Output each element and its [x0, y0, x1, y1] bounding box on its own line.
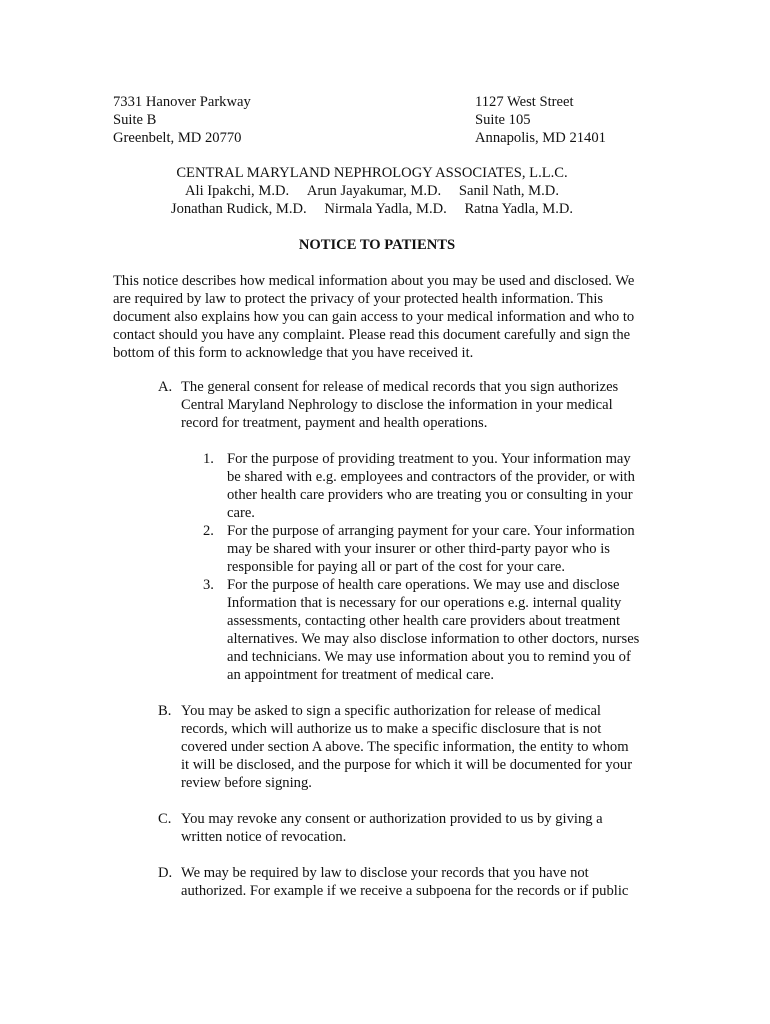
list-item [203, 522, 658, 576]
section-line: authorized. For example if we receive a subpoena for the records or if public [181, 883, 629, 899]
intro-line: contact should you have any complaint. Please read this document carefully and sign the [113, 327, 631, 343]
section-line: Central Maryland Nephrology to disclose the information in your medical [181, 397, 613, 413]
address-line: Suite 105 [475, 112, 531, 128]
item-line: alternatives. We may also disclose information to other doctors, nurses [227, 631, 640, 647]
doctors-row-1 [0, 182, 744, 200]
item-number: 3. [203, 577, 214, 593]
section-c [158, 810, 658, 846]
section-line: records, which will authorize us to make a specific disclosure that is not [181, 721, 602, 737]
notice-title: NOTICE TO PATIENTS [298, 237, 456, 253]
address-line: 1127 West Street [475, 94, 574, 110]
section-line: You may be asked to sign a specific authorization for release of medical [181, 703, 601, 719]
section-d [158, 864, 658, 900]
section-a-items [203, 450, 658, 684]
item-line: may be shared with your insurer or other third-party payor who is [227, 541, 610, 557]
section-marker: A. [158, 379, 173, 395]
address-line: Suite B [113, 112, 157, 128]
item-line: care. [227, 505, 255, 521]
item-line: responsible for paying all or part of the cost for your care. [227, 559, 565, 575]
item-line: For the purpose of health care operations. We may use and disclose [227, 577, 620, 593]
section-a [158, 378, 658, 684]
address-line: Greenbelt, MD 20770 [113, 130, 242, 146]
section-line: The general consent for release of medical records that you sign authorizes [181, 379, 619, 395]
item-number: 1. [203, 451, 214, 467]
item-line: other health care providers who are treating you or consulting in your [227, 487, 633, 503]
address-line: Annapolis, MD 21401 [475, 130, 606, 146]
section-line: written notice of revocation. [181, 829, 347, 845]
address-annapolis [475, 93, 695, 147]
doctor-name: Sanil Nath, M.D. [458, 183, 559, 199]
doctor-name: Jonathan Rudick, M.D. [170, 201, 307, 217]
doctor-name: Ali Ipakchi, M.D. [184, 183, 290, 199]
item-line: an appointment for treatment of medical care. [227, 667, 495, 683]
section-marker: D. [158, 865, 173, 881]
item-line: be shared with e.g. employees and contractors of the provider, or with [227, 469, 635, 485]
item-line: For the purpose of providing treatment to you. Your information may [227, 451, 631, 467]
intro-paragraph [113, 272, 663, 362]
section-line: You may revoke any consent or authorization provided to us by giving a [181, 811, 603, 827]
doctor-name: Ratna Yadla, M.D. [464, 201, 574, 217]
item-number: 2. [203, 523, 214, 539]
address-greenbelt [113, 93, 333, 147]
section-b [158, 702, 658, 792]
section-line: covered under section A above. The specific information, the entity to whom [181, 739, 629, 755]
section-marker: B. [158, 703, 172, 719]
doctor-name: Nirmala Yadla, M.D. [324, 201, 447, 217]
section-line: We may be required by law to disclose your records that you have not [181, 865, 589, 881]
item-line: and technicians. We may use information about you to remind you of [227, 649, 631, 665]
section-marker: C. [158, 811, 172, 827]
address-line: 7331 Hanover Parkway [113, 94, 251, 110]
section-line: review before signing. [181, 775, 312, 791]
item-line: Information that is necessary for our operations e.g. internal quality [227, 595, 622, 611]
sections-list [158, 378, 658, 918]
item-line: assessments, contacting other health care providers about treatment [227, 613, 621, 629]
intro-line: are required by law to protect the privacy of your protected health information. This [113, 291, 604, 307]
intro-line: document also explains how you can gain access to your medical information and who to [113, 309, 635, 325]
list-item [203, 576, 658, 684]
intro-line: bottom of this form to acknowledge that you have received it. [113, 345, 474, 361]
intro-line: This notice describes how medical information about you may be used and disclosed. We [113, 273, 635, 289]
section-line: record for treatment, payment and health operations. [181, 415, 488, 431]
practice-name: CENTRAL MARYLAND NEPHROLOGY ASSOCIATES, L.L.C. [176, 165, 568, 181]
item-line: For the purpose of arranging payment for your care. Your information [227, 523, 635, 539]
doctors-row-2 [0, 200, 744, 218]
practice-header [0, 164, 744, 218]
doctor-name: Arun Jayakumar, M.D. [306, 183, 442, 199]
section-line: it will be disclosed, and the purpose for which it will be documented for your [181, 757, 633, 773]
list-item [203, 450, 658, 522]
